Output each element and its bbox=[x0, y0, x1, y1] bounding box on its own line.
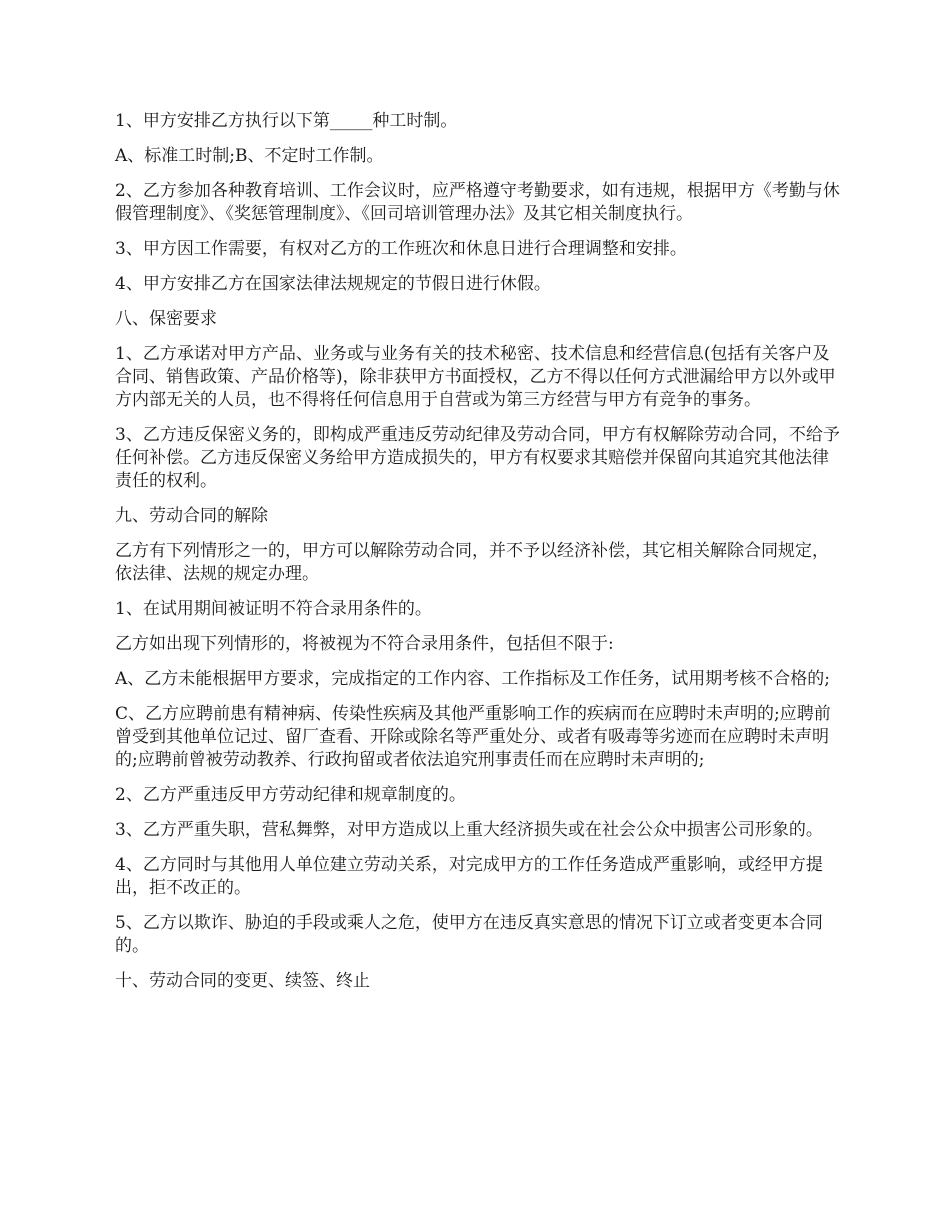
termination-item-probation: 1、在试用期间被证明不符合录用条件的。 bbox=[115, 599, 432, 619]
termination-item-fraud: 5、乙方以欺诈、胁迫的手段或乘人之危，使甲方在违反真实意思的情况下订立或者变更本合同的。 bbox=[115, 913, 823, 956]
probation-conditions-intro: 乙方如出现下列情形的，将被视为不符合录用条件，包括但不限于: bbox=[115, 634, 614, 654]
document-body bbox=[115, 110, 840, 1005]
termination-item-discipline: 2、乙方严重违反甲方劳动纪律和规章制度的。 bbox=[115, 785, 466, 805]
probation-condition-c: C、乙方应聘前患有精神病、传染性疾病及其他严重影响工作的疾病而在应聘时未声明的;应聘前曾受到其他单位记过、留厂查看、开除或除名等严重处分、或者有吸毒等劣迹而在应聘时未声明的;应聘前曾被劳动教养、行政拘留或者依法追究刑事责任而在应聘时未声明的; bbox=[115, 704, 831, 770]
clause-work-hours-system: 1、甲方安排乙方执行以下第_____种工时制。 bbox=[115, 111, 458, 131]
clause-confidentiality-commitment: 1、乙方承诺对甲方产品、业务或与业务有关的技术秘密、技术信息和经营信息(包括有关客户及合同、销售政策、产品价格等)，除非获甲方书面授权，乙方不得以任何方式泄漏给甲方以外或甲方内部无关的人员，也不得将任何信息用于自营或为第三方经营与甲方有竞争的事务。 bbox=[115, 344, 836, 410]
clause-confidentiality-breach: 3、乙方违反保密义务的，即构成严重违反劳动纪律及劳动合同，甲方有权解除劳动合同，不给予任何补偿。乙方违反保密义务给甲方造成损失的，甲方有权要求其赔偿并保留向其追究其他法律责任的权利。 bbox=[115, 425, 840, 491]
clause-shift-adjustment: 3、甲方因工作需要，有权对乙方的工作班次和休息日进行合理调整和安排。 bbox=[115, 239, 687, 259]
clause-holidays: 4、甲方安排乙方在国家法律法规规定的节假日进行休假。 bbox=[115, 274, 551, 294]
termination-item-dual-employment: 4、乙方同时与其他用人单位建立劳动关系，对完成甲方的工作任务造成严重影响，或经甲方提出，拒不改正的。 bbox=[115, 855, 823, 898]
clause-training-attendance: 2、乙方参加各种教育培训、工作会议时，应严格遵守考勤要求，如有违规，根据甲方《考勤与休假管理制度》、《奖惩管理制度》、《回司培训管理办法》及其它相关制度执行。 bbox=[115, 181, 840, 224]
termination-intro: 乙方有下列情形之一的，甲方可以解除劳动合同，并不予以经济补偿，其它相关解除合同规定，依法律、法规的规定办理。 bbox=[115, 541, 829, 584]
section-heading-contract-change: 十、劳动合同的变更、续签、终止 bbox=[115, 971, 370, 991]
termination-item-negligence: 3、乙方严重失职，营私舞弊，对甲方造成以上重大经济损失或在社会公众中损害公司形象的。 bbox=[115, 820, 823, 840]
probation-condition-a: A、乙方未能根据甲方要求，完成指定的工作内容、工作指标及工作任务，试用期考核不合格的; bbox=[115, 669, 831, 689]
work-hours-options: A、标准工时制;B、不定时工作制。 bbox=[115, 146, 384, 166]
section-heading-termination: 九、劳动合同的解除 bbox=[115, 506, 268, 526]
section-heading-confidentiality: 八、保密要求 bbox=[115, 309, 217, 329]
